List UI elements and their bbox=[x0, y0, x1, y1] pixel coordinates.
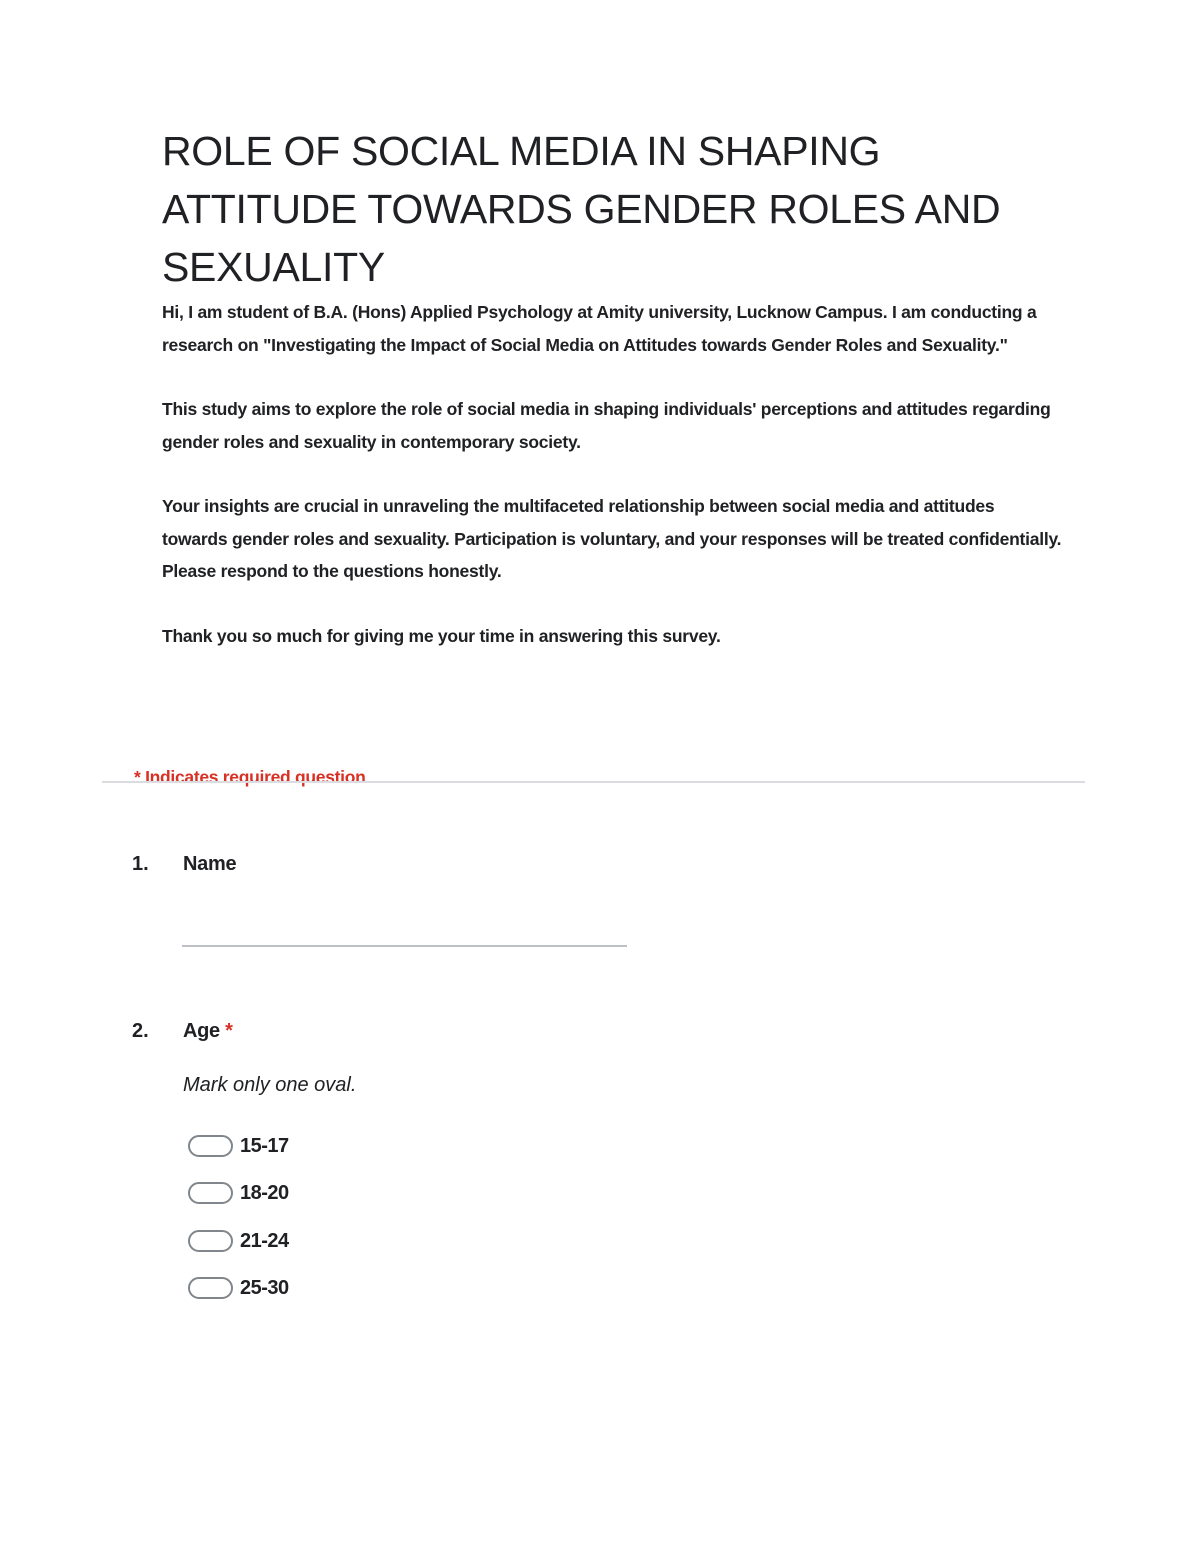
required-question-note: * Indicates required question bbox=[134, 767, 366, 787]
question-label-age bbox=[183, 1018, 233, 1044]
radio-oval-icon[interactable] bbox=[188, 1135, 233, 1157]
question-label-name bbox=[183, 851, 236, 877]
option-label: 21-24 bbox=[240, 1230, 289, 1252]
option-label: 15-17 bbox=[240, 1135, 289, 1157]
name-answer-field[interactable] bbox=[182, 945, 627, 947]
question-number: 2. bbox=[132, 1020, 149, 1042]
question-label-text: Name bbox=[183, 853, 237, 875]
option-label: 25-30 bbox=[240, 1277, 289, 1299]
age-option-21-24[interactable] bbox=[188, 1227, 289, 1255]
description-paragraph: Hi, I am student of B.A. (Hons) Applied Psychology at Amity university, Lucknow Campus. I am conducting a research on "Investigating the Impact of Social Media on Attitudes towards Gender Roles and Sexuality." bbox=[162, 302, 1037, 355]
description-paragraph: Thank you so much for giving me your time in answering this survey. bbox=[162, 625, 721, 646]
question-label-text: Age bbox=[183, 1020, 220, 1042]
age-option-15-17[interactable] bbox=[188, 1132, 289, 1160]
question-number: 1. bbox=[132, 853, 149, 875]
radio-oval-icon[interactable] bbox=[188, 1277, 233, 1299]
radio-oval-icon[interactable] bbox=[188, 1182, 233, 1204]
mark-one-oval-hint: Mark only one oval. bbox=[183, 1074, 357, 1096]
section-divider bbox=[102, 781, 1085, 783]
description-paragraph: This study aims to explore the role of social media in shaping individuals' perceptions and attitudes regarding gender roles and sexuality in contemporary society. bbox=[162, 399, 1051, 452]
required-asterisk: * bbox=[225, 1020, 233, 1042]
age-option-25-30[interactable] bbox=[188, 1274, 289, 1302]
form-title: ROLE OF SOCIAL MEDIA IN SHAPING ATTITUDE TOWARDS GENDER ROLES AND SEXUALITY bbox=[162, 128, 1001, 290]
description-paragraph: Your insights are crucial in unraveling the multifaceted relationship between social media and attitudes towards gender roles and sexuality. Participation is voluntary, and your responses will be treated confidentially. Please respond to the questions honestly. bbox=[162, 496, 1062, 581]
form-description bbox=[162, 296, 1062, 684]
radio-oval-icon[interactable] bbox=[188, 1230, 233, 1252]
age-option-18-20[interactable] bbox=[188, 1179, 289, 1207]
option-label: 18-20 bbox=[240, 1182, 289, 1204]
